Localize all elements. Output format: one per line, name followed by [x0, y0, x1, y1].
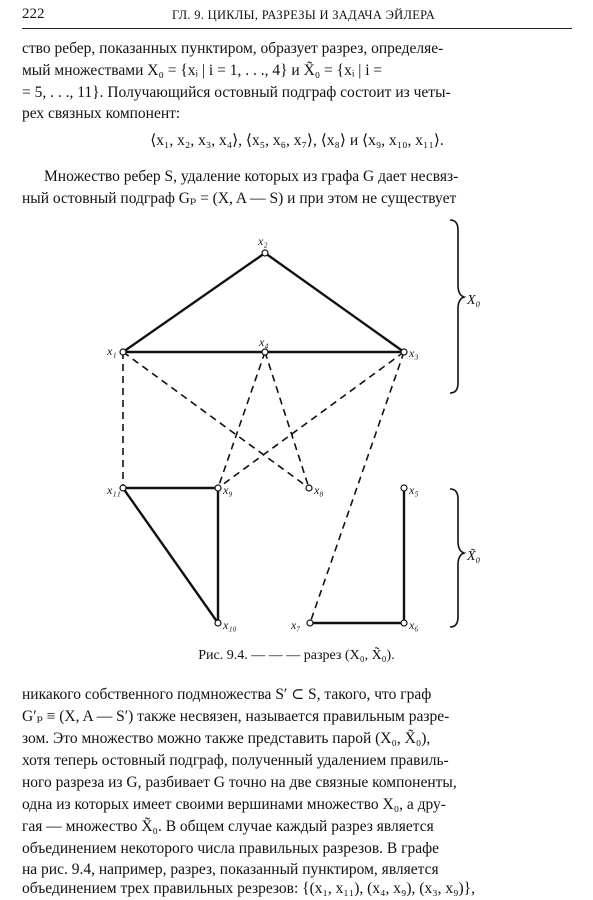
edge-x2-x1 [123, 253, 265, 352]
vertex-x8 [306, 485, 312, 491]
vertex-x6 [401, 620, 407, 626]
text-line: объединением трех правильных резрезов: {(x₁, x₁₁), (x₄, x₉), (x₃, x₉)}, [22, 880, 475, 897]
edge-x11-x10 [123, 488, 218, 623]
vertex-label-x2: x₂ [258, 234, 268, 248]
text-line: ство ребер, показанных пунктиром, образует разрез, определяе- [22, 40, 444, 57]
vertex-x3 [401, 349, 407, 355]
cut-edge-x1-x8 [123, 352, 309, 488]
text-line: рех связных компонент: [22, 105, 181, 122]
running-head: ГЛ. 9. ЦИКЛЫ, РАЗРЕЗЫ И ЗАДАЧА ЭЙЛЕРА [172, 8, 436, 22]
brace-x0-tilde [450, 489, 464, 627]
vertex-label-x1: x₁ [107, 344, 117, 358]
text-line: одна из которых имеет своими вершинами множество X₀, а дру- [22, 796, 446, 813]
text-line: ного разреза из G, разбивает G точно на две связные компоненты, [22, 774, 457, 791]
cut-edge-x3-x7 [310, 352, 404, 623]
components-line: ⟨x₁, x₂, x₃, x₄⟩, ⟨x₅, x₆, x₇⟩, ⟨x₈⟩ и ⟨x₉, x₁₀, x₁₁⟩. [150, 132, 444, 149]
figure-caption: Рис. 9.4. — — — разрез (X₀, X̃₀). [198, 648, 395, 663]
text-line: хотя теперь остовный подграф, полученный удалением правиль- [22, 752, 449, 769]
text-line: G′ₚ ≡ (X, A — S′) также несвязен, называется правильным разре- [22, 708, 450, 725]
vertex-label-x5: x₅ [409, 483, 419, 497]
vertex-x1 [120, 349, 126, 355]
vertex-label-x6: x₆ [409, 618, 419, 632]
vertex-x10 [215, 620, 221, 626]
graph-figure [0, 215, 593, 645]
vertex-label-x9: x₉ [223, 483, 233, 497]
text-line: Множество ребер S, удаление которых из графа G дает несвяз- [44, 168, 459, 185]
text-line: никакого собственного подмножества S′ ⊂ S, такого, что граф [22, 686, 432, 703]
vertex-label-x11: x₁₁ [107, 483, 121, 497]
text-line: зом. Это множество можно также представить парой (X₀, X̃₀), [22, 730, 431, 747]
edge-x2-x3 [265, 253, 404, 352]
vertex-x5 [401, 485, 407, 491]
cut-edge-x4-x8 [265, 352, 309, 488]
text-line: объединением некоторого числа правильных разрезов. В графе [22, 840, 440, 857]
page-number: 222 [22, 6, 45, 22]
text-line: мый множествами X₀ = {xᵢ | i = 1, . . ., 4} и X̃₀ = {xᵢ | i = [22, 62, 383, 79]
vertex-label-x10: x₁₀ [223, 618, 237, 632]
vertex-x7 [307, 620, 313, 626]
text-line: = 5, . . ., 11}. Получающийся остовный подграф состоит из четы- [22, 84, 451, 101]
cut-edge-x3-x9 [218, 352, 404, 488]
text-line: на рис. 9.4, например, разрез, показанный пунктиром, является [22, 861, 439, 878]
vertex-x11 [120, 485, 126, 491]
text-line: ный остовный подграф Gₚ = (X, A — S) и при этом не существует [22, 190, 457, 207]
vertex-label-x4: x₄ [259, 335, 269, 349]
brace-x0 [450, 220, 464, 393]
vertex-x2 [262, 250, 268, 256]
set-label-x0: X₀ [467, 293, 481, 308]
cut-edge-x4-x9 [218, 352, 265, 488]
set-label-x0-tilde: X̃₀ [467, 549, 481, 564]
page-header [22, 6, 572, 29]
text-line: гая — множество X̃₀. В общем случае каждый разрез является [22, 818, 434, 835]
vertex-x9 [215, 485, 221, 491]
vertex-label-x8: x₈ [314, 483, 324, 497]
vertex-label-x3: x₃ [409, 346, 419, 360]
vertex-x4 [262, 349, 268, 355]
graph-svg [0, 215, 593, 645]
vertex-label-x7: x₇ [291, 618, 301, 632]
